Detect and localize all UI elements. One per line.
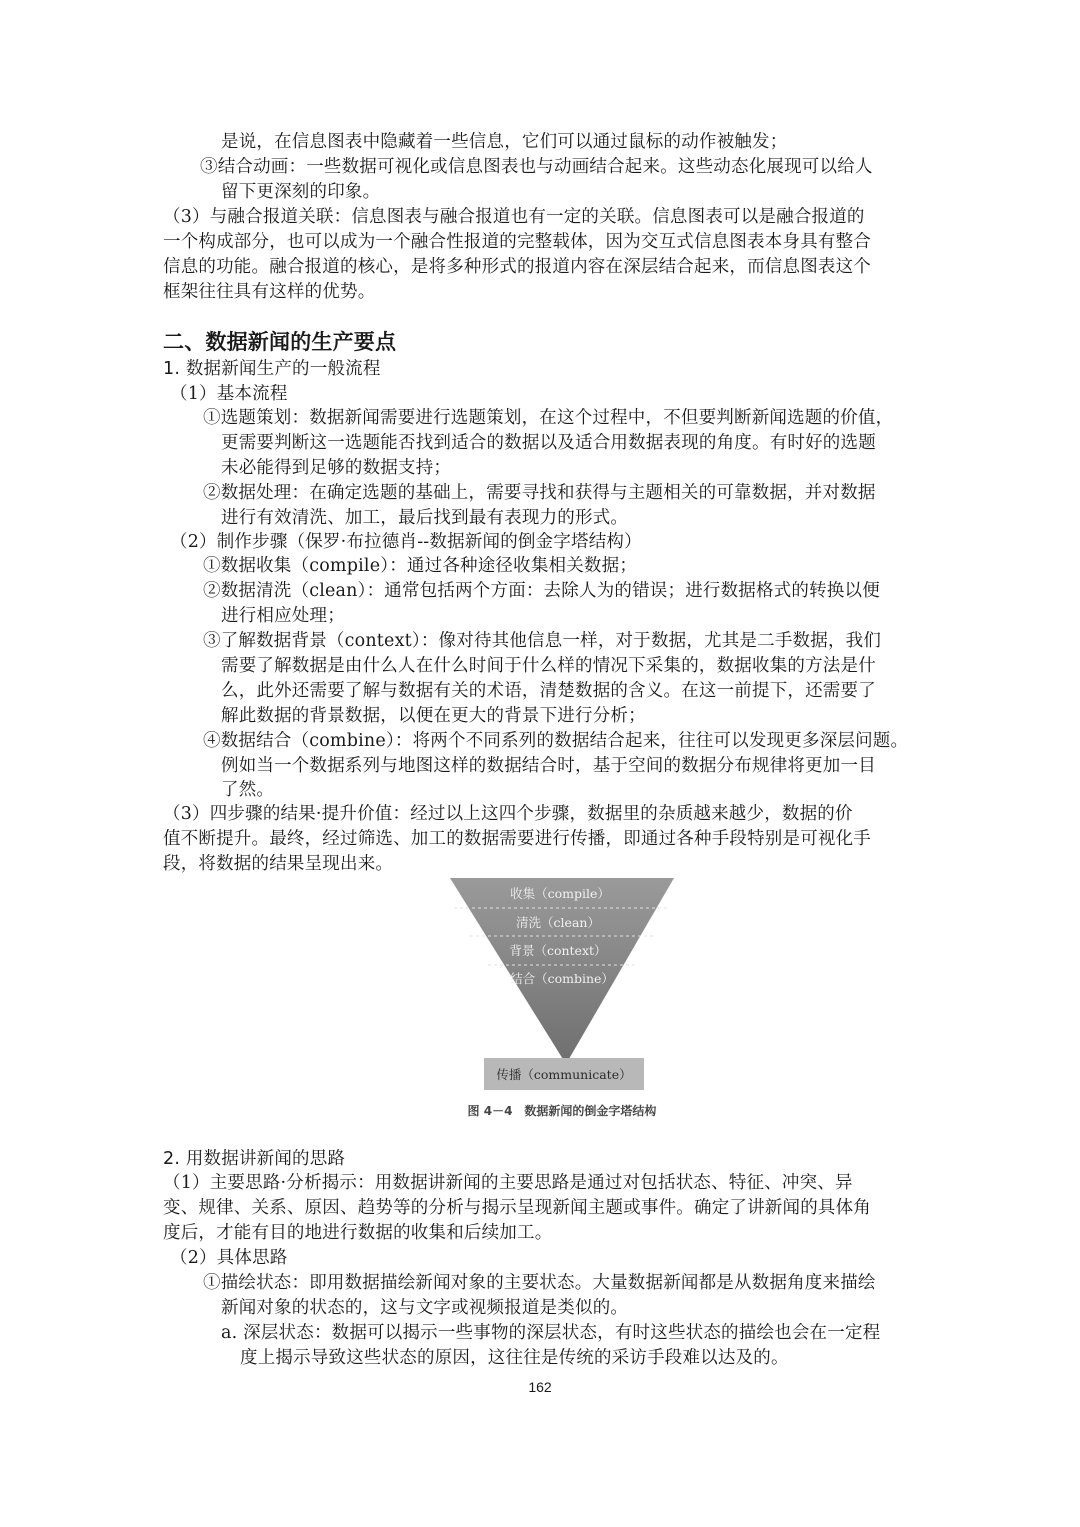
paragraph-line: ①描绘状态：即用数据描绘新闻对象的主要状态。大量数据新闻都是从数据角度来描绘 bbox=[203, 1273, 876, 1293]
inverted-pyramid-figure bbox=[448, 876, 688, 1126]
paragraph-line: （3）四步骤的结果·提升价值：经过以上这四个步骤，数据里的杂质越来越少，数据的价 bbox=[163, 804, 853, 824]
layer-label-context: 背景（context） bbox=[509, 943, 607, 958]
paragraph-line: 变、规律、关系、原因、趋势等的分析与揭示呈现新闻主题或事件。确定了讲新闻的具体角 bbox=[163, 1198, 871, 1218]
paragraph-line: 信息的功能。融合报道的核心，是将多种形式的报道内容在深层结合起来，而信息图表这个 bbox=[163, 257, 871, 277]
paragraph-line: ②数据清洗（clean）：通常包括两个方面：去除人为的错误；进行数据格式的转换以便 bbox=[203, 581, 880, 601]
paragraph-line: 度上揭示导致这些状态的原因，这往往是传统的采访手段难以达及的。 bbox=[240, 1348, 789, 1368]
paragraph-line: 解此数据的背景数据，以便在更大的背景下进行分析； bbox=[221, 706, 646, 726]
subsection-heading: 2. 用数据讲新闻的思路 bbox=[163, 1149, 346, 1169]
list-heading: （2）制作步骤（保罗·布拉德肖--数据新闻的倒金字塔结构） bbox=[170, 532, 642, 552]
paragraph-line: 新闻对象的状态的，这与文字或视频报道是类似的。 bbox=[221, 1298, 629, 1318]
paragraph-line: 进行有效清洗、加工，最后找到最有表现力的形式。 bbox=[221, 508, 629, 528]
paragraph-line: ②数据处理：在确定选题的基础上，需要寻找和获得与主题相关的可靠数据，并对数据 bbox=[203, 483, 876, 503]
paragraph-line: ①选题策划：数据新闻需要进行选题策划，在这个过程中，不但要判断新闻选题的价值， bbox=[203, 408, 894, 428]
communicate-label: 传播（communicate） bbox=[496, 1067, 632, 1082]
paragraph-line: 一个构成部分，也可以成为一个融合性报道的完整载体，因为交互式信息图表本身具有整合 bbox=[163, 232, 871, 252]
paragraph-line: 么，此外还需要了解与数据有关的术语，清楚数据的含义。在这一前提下，还需要了 bbox=[221, 681, 876, 701]
paragraph-line: 例如当一个数据系列与地图这样的数据结合时，基于空间的数据分布规律将更加一目 bbox=[221, 756, 876, 776]
figure-caption: 图 4－4 数据新闻的倒金字塔结构 bbox=[467, 1104, 657, 1118]
paragraph-line: ③结合动画：一些数据可视化或信息图表也与动画结合起来。这些动态化展现可以给人 bbox=[200, 157, 873, 177]
paragraph-line: a. 深层状态：数据可以揭示一些事物的深层状态，有时这些状态的描绘也会在一定程 bbox=[221, 1323, 881, 1343]
layer-label-combine: 结合（combine） bbox=[510, 971, 614, 986]
paragraph-line: 未必能得到足够的数据支持； bbox=[221, 458, 452, 478]
paragraph-line: 段，将数据的结果呈现出来。 bbox=[163, 854, 394, 874]
paragraph-line: （3）与融合报道关联：信息图表与融合报道也有一定的关联。信息图表可以是融合报道的 bbox=[163, 207, 865, 227]
paragraph-line: ①数据收集（compile）：通过各种途径收集相关数据； bbox=[203, 556, 638, 576]
list-heading: （2）具体思路 bbox=[170, 1248, 288, 1268]
section-heading: 二、数据新闻的生产要点 bbox=[163, 330, 397, 354]
layer-label-clean: 清洗（clean） bbox=[516, 915, 600, 930]
paragraph-line: （1）主要思路·分析揭示：用数据讲新闻的主要思路是通过对包括状态、特征、冲突、异 bbox=[163, 1173, 853, 1193]
list-heading: （1）基本流程 bbox=[170, 384, 288, 404]
paragraph-line: ④数据结合（combine）：将两个不同系列的数据结合起来，往往可以发现更多深层问题。 bbox=[203, 731, 909, 751]
subsection-heading: 1. 数据新闻生产的一般流程 bbox=[163, 359, 381, 379]
paragraph-line: 进行相应处理； bbox=[221, 606, 345, 626]
paragraph-line: 是说，在信息图表中隐藏着一些信息，它们可以通过鼠标的动作被触发； bbox=[221, 132, 788, 152]
paragraph-line: 需要了解数据是由什么人在什么时间于什么样的情况下采集的，数据收集的方法是什 bbox=[221, 656, 876, 676]
paragraph-line: 框架往往具有这样的优势。 bbox=[163, 282, 376, 302]
paragraph-line: 度后，才能有目的地进行数据的收集和后续加工。 bbox=[163, 1223, 553, 1243]
paragraph-line: 值不断提升。最终，经过筛选、加工的数据需要进行传播，即通过各种手段特别是可视化手 bbox=[163, 829, 871, 849]
paragraph-line: 更需要判断这一选题能否找到适合的数据以及适合用数据表现的角度。有时好的选题 bbox=[221, 433, 876, 453]
layer-label-compile: 收集（compile） bbox=[510, 886, 610, 901]
paragraph-line: 留下更深刻的印象。 bbox=[221, 182, 381, 202]
paragraph-line: 了然。 bbox=[221, 780, 275, 800]
paragraph-line: ③了解数据背景（context）：像对待其他信息一样，对于数据，尤其是二手数据，我们 bbox=[203, 631, 882, 651]
page-number: 162 bbox=[528, 1379, 552, 1395]
